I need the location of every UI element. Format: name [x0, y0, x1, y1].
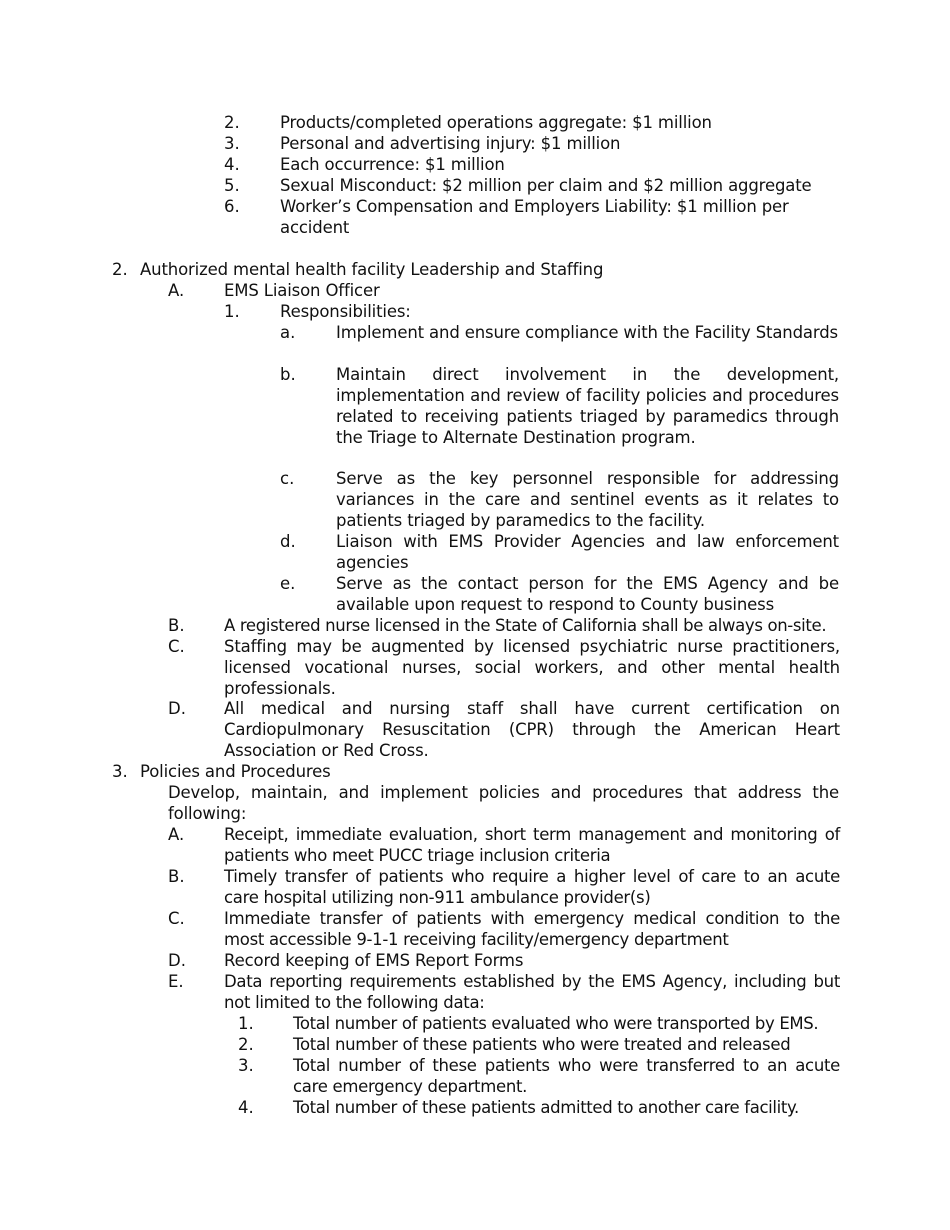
subsection-text: A registered nurse licensed in the State of California shall be always on-site.	[224, 616, 827, 635]
subsection-heading: EMS Liaison Officer	[224, 281, 380, 300]
subsection-text: All medical and nursing staff shall have current certification on Cardiopulmonary Resuscitation (CPR) through the American Heart Association or Red Cross.	[224, 699, 840, 760]
subsection-text: Immediate transfer of patients with emergency medical condition to the most accessible 9-1-1 receiving facility/emergency department	[224, 909, 840, 949]
list-item: Implement and ensure compliance with the Facility Standards	[336, 323, 839, 342]
list-item: Sexual Misconduct: $2 million per claim and $2 million aggregate	[280, 176, 812, 195]
section-intro: Develop, maintain, and implement policies and procedures that address the following:	[168, 783, 839, 823]
subsection-letter: C.	[168, 909, 185, 928]
list-item: Total number of these patients who were transferred to an acute care emergency department.	[293, 1056, 840, 1096]
subsection-letter: A.	[168, 825, 185, 844]
subsection-letter: B.	[168, 867, 185, 886]
list-number: 1.	[224, 302, 240, 321]
list-item: Each occurrence: $1 million	[280, 155, 505, 174]
subsection-letter: E.	[168, 972, 184, 991]
subsection-text: Timely transfer of patients who require a higher level of care to an acute care hospital utilizing non-911 ambulance provider(s)	[224, 867, 840, 907]
subsection-letter: B.	[168, 616, 185, 635]
responsibilities-heading: Responsibilities:	[280, 302, 411, 321]
list-item: Serve as the contact person for the EMS Agency and be available upon request to respond to County business	[336, 574, 839, 614]
list-item: Worker’s Compensation and Employers Liability: $1 million per accident	[280, 197, 789, 237]
list-item: Maintain direct involvement in the development, implementation and review of facility policies and procedures related to receiving patients triaged by paramedics through the Triage to Alternate Destination program.	[336, 365, 839, 447]
list-number: 5.	[224, 176, 240, 195]
list-item: Products/completed operations aggregate: $1 million	[280, 113, 712, 132]
list-item: Total number of patients evaluated who were transported by EMS.	[293, 1014, 819, 1033]
subsection-letter: C.	[168, 637, 185, 656]
subsection-letter: A.	[168, 281, 185, 300]
section-number: 3.	[112, 762, 128, 781]
section-number: 2.	[112, 260, 128, 279]
section-heading: Authorized mental health facility Leadership and Staffing	[140, 260, 604, 279]
list-number: 6.	[224, 197, 240, 216]
list-number: 4.	[238, 1098, 254, 1117]
subsection-letter: D.	[168, 699, 186, 718]
subsection-text: Receipt, immediate evaluation, short term management and monitoring of patients who meet PUCC triage inclusion criteria	[224, 825, 840, 865]
list-number: 4.	[224, 155, 240, 174]
section-heading: Policies and Procedures	[140, 762, 331, 781]
subsection-letter: D.	[168, 951, 186, 970]
list-number: 1.	[238, 1014, 254, 1033]
list-item: Total number of these patients who were treated and released	[293, 1035, 791, 1054]
subsection-text: Record keeping of EMS Report Forms	[224, 951, 524, 970]
subsection-text: Data reporting requirements established by the EMS Agency, including but not limited to the following data:	[224, 972, 840, 1012]
list-number: 3.	[238, 1056, 254, 1075]
list-number: 2.	[238, 1035, 254, 1054]
list-item: Serve as the key personnel responsible for addressing variances in the care and sentinel events as it relates to patients triaged by paramedics to the facility.	[336, 469, 839, 530]
list-item: Liaison with EMS Provider Agencies and law enforcement agencies	[336, 532, 839, 572]
list-letter: d.	[280, 532, 296, 551]
list-number: 3.	[224, 134, 240, 153]
list-item: Personal and advertising injury: $1 million	[280, 134, 621, 153]
subsection-text: Staffing may be augmented by licensed psychiatric nurse practitioners, licensed vocational nurses, social workers, and other mental health professionals.	[224, 637, 840, 698]
list-letter: e.	[280, 574, 296, 593]
list-item: Total number of these patients admitted to another care facility.	[293, 1098, 799, 1117]
list-letter: c.	[280, 469, 295, 488]
list-letter: a.	[280, 323, 296, 342]
list-number: 2.	[224, 113, 240, 132]
list-letter: b.	[280, 365, 296, 384]
